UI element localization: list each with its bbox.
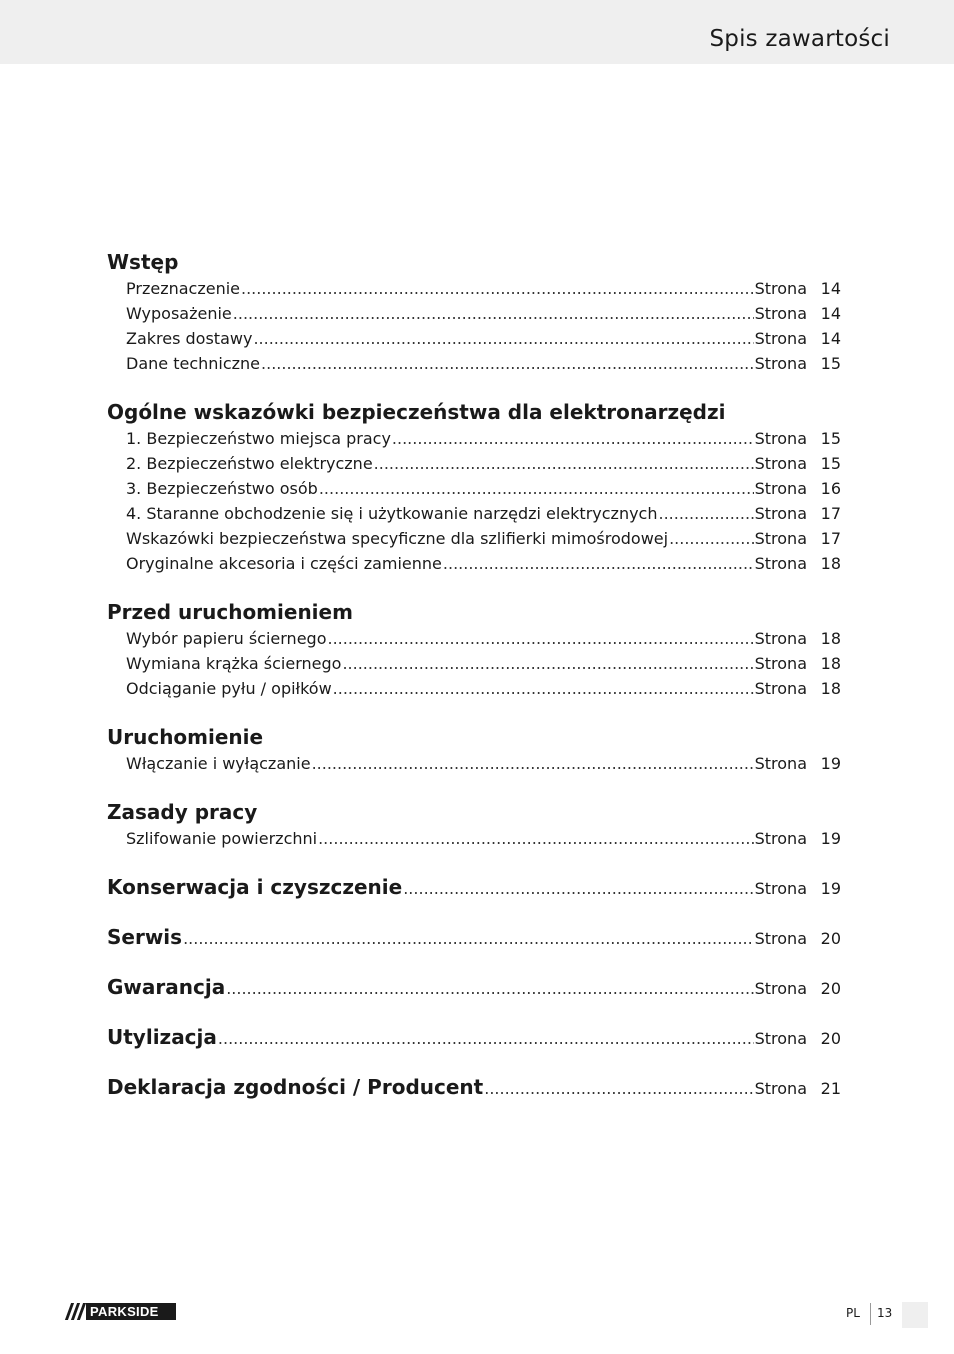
toc-entry-label: 2. Bezpieczeństwo elektryczne [126, 454, 373, 473]
footer-divider [870, 1303, 871, 1325]
toc-page-number: 18 [820, 654, 841, 673]
dot-leader [403, 875, 753, 903]
brand-name: PARKSIDE [90, 1304, 159, 1319]
toc-page-number: 21 [820, 1079, 841, 1098]
toc-entry[interactable] [107, 326, 841, 351]
toc-page-word: Strona [754, 429, 807, 448]
language-code: PL [846, 1306, 860, 1320]
dot-leader [484, 1075, 753, 1103]
toc-entry[interactable] [107, 501, 841, 526]
toc-page-word: Strona [754, 654, 807, 673]
toc-page-number: 19 [820, 829, 841, 848]
toc-page-number: 17 [820, 529, 841, 548]
toc-section-heading: Gwarancja [107, 975, 226, 999]
toc-entry-label: Odciąganie pyłu / opiłków [126, 679, 332, 698]
toc-section-heading: Ogólne wskazówki bezpieczeństwa dla elektronarzędzi [107, 400, 726, 424]
toc-page-number: 20 [820, 1029, 841, 1048]
toc-entry-label: Wskazówki bezpieczeństwa specyficzne dla szlifierki mimośrodowej [126, 529, 669, 548]
toc-heading-entry[interactable] [107, 873, 841, 901]
toc-page-word: Strona [754, 354, 807, 373]
dot-leader [318, 826, 754, 851]
logo-slashes-icon [64, 1303, 86, 1320]
toc-section [107, 248, 841, 376]
toc-heading-entry[interactable] [107, 973, 841, 1001]
dot-leader [312, 751, 754, 776]
toc-entry-label: Zakres dostawy [126, 329, 253, 348]
toc-section [107, 398, 841, 576]
table-of-contents [107, 248, 841, 1101]
toc-page-number: 15 [820, 429, 841, 448]
toc-entry-label: 1. Bezpieczeństwo miejsca pracy [126, 429, 391, 448]
dot-leader [443, 551, 754, 576]
toc-entry[interactable] [107, 751, 841, 776]
toc-page-word: Strona [754, 554, 807, 573]
dot-leader [327, 626, 753, 651]
page-title: Spis zawartości [709, 26, 890, 52]
toc-entry[interactable] [107, 626, 841, 651]
dot-leader [333, 676, 754, 701]
toc-entry-label: Wybór papieru ściernego [126, 629, 327, 648]
toc-entry-label: Włączanie i wyłączanie [126, 754, 311, 773]
toc-page-word: Strona [754, 329, 807, 348]
toc-section-heading: Uruchomienie [107, 725, 264, 749]
toc-section-heading: Deklaracja zgodności / Producent [107, 1075, 484, 1099]
dot-leader [669, 526, 754, 551]
toc-entry-label: Szlifowanie powierzchni [126, 829, 318, 848]
toc-entry[interactable] [107, 476, 841, 501]
toc-entry[interactable] [107, 351, 841, 376]
toc-page-number: 14 [820, 304, 841, 323]
toc-section-heading: Przed uruchomieniem [107, 600, 353, 624]
toc-heading-entry[interactable] [107, 923, 841, 951]
toc-page-number: 19 [820, 754, 841, 773]
toc-page-number: 14 [820, 329, 841, 348]
toc-page-word: Strona [754, 454, 807, 473]
toc-entry[interactable] [107, 651, 841, 676]
toc-entry[interactable] [107, 426, 841, 451]
toc-heading-entry[interactable] [107, 1023, 841, 1051]
toc-entry-label: 3. Bezpieczeństwo osób [126, 479, 318, 498]
toc-entry[interactable] [107, 276, 841, 301]
toc-page-number: 16 [820, 479, 841, 498]
dot-leader [261, 351, 754, 376]
toc-page-word: Strona [754, 279, 807, 298]
toc-section-heading: Serwis [107, 925, 183, 949]
toc-page-word: Strona [754, 754, 807, 773]
dot-leader [218, 1025, 754, 1053]
toc-entry[interactable] [107, 676, 841, 701]
dot-leader [253, 326, 753, 351]
dot-leader [374, 451, 754, 476]
toc-entry[interactable] [107, 451, 841, 476]
toc-entry[interactable] [107, 826, 841, 851]
toc-page-word: Strona [754, 829, 807, 848]
toc-page-word: Strona [754, 629, 807, 648]
toc-page-word: Strona [754, 679, 807, 698]
toc-entry[interactable] [107, 526, 841, 551]
toc-page-word: Strona [754, 879, 807, 898]
dot-leader [319, 476, 754, 501]
dot-leader [342, 651, 753, 676]
toc-page-number: 20 [820, 929, 841, 948]
toc-section-heading: Zasady pracy [107, 800, 258, 824]
toc-page-word: Strona [754, 504, 807, 523]
toc-page-number: 19 [820, 879, 841, 898]
toc-entry-label: Dane techniczne [126, 354, 261, 373]
toc-entry-label: Oryginalne akcesoria i części zamienne [126, 554, 442, 573]
dot-leader [233, 301, 754, 326]
toc-entry-label: 4. Staranne obchodzenie się i użytkowanie narzędzi elektrycznych [126, 504, 658, 523]
toc-section [107, 598, 841, 701]
toc-page-word: Strona [754, 479, 807, 498]
toc-page-number: 14 [820, 279, 841, 298]
toc-heading-entry[interactable] [107, 1073, 841, 1101]
toc-page-number: 17 [820, 504, 841, 523]
toc-section-heading: Konserwacja i czyszczenie [107, 875, 403, 899]
toc-page-word: Strona [754, 304, 807, 323]
toc-page-number: 18 [820, 629, 841, 648]
toc-section [107, 798, 841, 851]
dot-leader [659, 501, 754, 526]
toc-entry-label: Wymiana krążka ściernego [126, 654, 342, 673]
toc-page-number: 18 [820, 554, 841, 573]
dot-leader [392, 426, 754, 451]
toc-section-heading: Wstęp [107, 250, 179, 274]
dot-leader [183, 925, 754, 953]
footer-tab [902, 1302, 928, 1328]
dot-leader [226, 975, 753, 1003]
toc-page-word: Strona [754, 929, 807, 948]
toc-page-word: Strona [754, 1079, 807, 1098]
toc-page-word: Strona [754, 1029, 807, 1048]
toc-page-number: 18 [820, 679, 841, 698]
toc-page-number: 15 [820, 454, 841, 473]
toc-page-number: 20 [820, 979, 841, 998]
toc-entry-label: Przeznaczenie [126, 279, 240, 298]
parkside-logo [64, 1303, 176, 1320]
toc-page-number: 15 [820, 354, 841, 373]
toc-entry[interactable] [107, 551, 841, 576]
toc-page-word: Strona [754, 529, 807, 548]
page-number: 13 [877, 1306, 893, 1320]
toc-section [107, 723, 841, 776]
toc-entry[interactable] [107, 301, 841, 326]
toc-page-word: Strona [754, 979, 807, 998]
dot-leader [241, 276, 754, 301]
toc-entry-label: Wyposażenie [126, 304, 232, 323]
toc-section-heading: Utylizacja [107, 1025, 217, 1049]
